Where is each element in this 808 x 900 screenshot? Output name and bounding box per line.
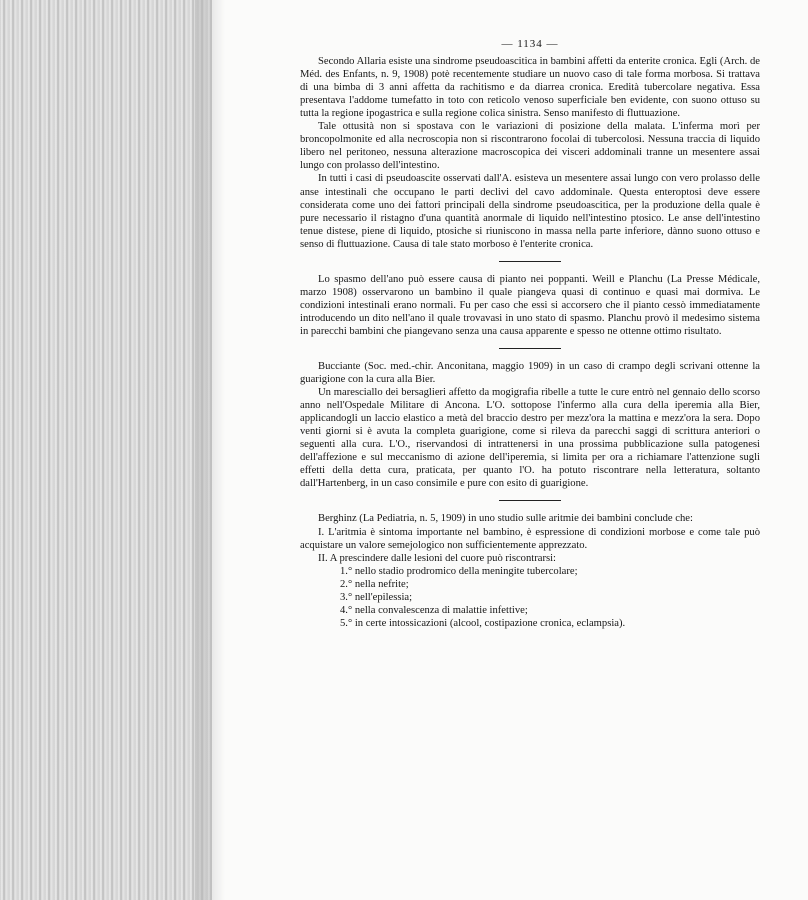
section-divider: [499, 500, 561, 501]
list-item: 1.° nello stadio prodromico della meningite tubercolare;: [340, 565, 578, 577]
conclusion-point: I. L'aritmia è sintoma importante nel bambino, è espressione di condizioni morbose e come tale può acquistare un valore semejologico non sufficientemente apprezzato.: [300, 526, 760, 551]
list-item: 2.° nella nefrite;: [340, 578, 409, 590]
section-allaria: [300, 55, 760, 251]
gutter-shadow: [195, 0, 225, 900]
arrhythmia-list: [300, 565, 760, 630]
paragraph: In tutti i casi di pseudoascite osservati dall'A. esisteva un mesentere assai lungo con vero prolasso delle anse intestinali che occupano le parti declivi del cavo addominale. Questa enteroptosi deve essere considerata come uno dei fattori principali della sindrome pseudoascitica, per la produzione della quale è pure necessario il ristagno d'una quantità anormale di liquido nell'intestino ptosico. Le anse dell'intestino tenue distese, piene di liquido, ptosiche si riuniscono in massa nella parte inferiore, dànno suono ottuso e senso di fluttuazione. Causa di tale stato morboso è l'enterite cronica.: [300, 173, 760, 250]
page-body: [300, 38, 760, 630]
list-item: 4.° nella convalescenza di malattie infettive;: [340, 604, 528, 616]
list-item: 3.° nell'epilessia;: [340, 591, 413, 603]
paragraph: Secondo Allaria esiste una sindrome pseudoascitica in bambini affetti da enterite cronica. Egli (Arch. de Méd. des Enfants, n. 9, 1908) potè recentemente studiare un nuovo caso di tale forma morbosa. Si trattava di una bimba di 3 anni affetta da rachitismo e da diarrea cronica. Eredità tubercolare negativa. Essa presentava l'addome tumefatto in toto con reticolo venoso superficiale ben evidente, con suono ottuso su tutta la regione ipogastrica e sulla regione colica sinistra. Senso manifesto di fluttuazione.: [300, 56, 760, 120]
section-berghinz: [300, 512, 760, 629]
paragraph: Tale ottusità non si spostava con le variazioni di posizione della malata. L'inferma morì per broncopolmonite ed alla necroscopia non si riscontrarono focolai di tubercolosi. Nessuna traccia di liquido libero nel peritoneo, nessuna alterazione macroscopica dei visceri addominali tranne un mesentere assai lungo con prolasso dell'intestino.: [300, 121, 760, 172]
paragraph: Bucciante (Soc. med.-chir. Anconitana, maggio 1909) in un caso di crampo degli scrivani ottenne la guarigione con la cura alla Bier.: [300, 360, 760, 386]
conclusion-point: II. A prescindere dalle lesioni del cuore può riscontrarsi:: [318, 552, 556, 564]
paragraph: Un maresciallo dei bersaglieri affetto da mogigrafia ribelle a tutte le cure entrò nel gennaio dello scorso anno nell'Ospedale Militare di Ancona. L'O. sottopose l'infermo alla cura della iperemia alla Bier, applicandogli un laccio elastico a metà del braccio destro per mezz'ora la mattina e mezz'ora la sera. Dopo venti giorni si è avuta la completa guarigione, come si rileva da parecchi saggi di scrittura anteriori o seguenti alla cura. L'O., riservandosi di intrattenersi in una prossima pubblicazione sulla patogenesi dell'affezione e sul meccanismo di azione dell'iperemia, si limita per ora a richiamare l'attenzione sugli effetti della detta cura, praticata, per quanto l'O. ha potuto riscontrare nella letteratura, soltanto dall'Hartenberg, in un caso consimile e pure con esito di guarigione.: [300, 387, 760, 490]
section-bucciante: [300, 360, 760, 490]
book-page-edge: [0, 0, 212, 900]
paragraph: Lo spasmo dell'ano può essere causa di pianto nei poppanti. Weill e Planchu (La Presse Médicale, marzo 1908) osservarono un bambino il quale piangeva quasi di continuo e quasi mai dormiva. Le condizioni intestinali erano normali. Fu per caso che essi si accorsero che il pianto cessò immediatamente introducendo un dito nell'ano il quale trovavasi in uno stato di spasmo. Planchu provò il medesimo sistema in parecchi bambini che piangevano senza una causa apparente e spesso ne ottenne ottimo risultato.: [300, 273, 760, 337]
page-number: — 1134 —: [501, 38, 559, 50]
section-spasmo: [300, 273, 760, 338]
section-divider: [499, 348, 561, 349]
list-item: 5.° in certe intossicazioni (alcool, costipazione cronica, eclampsia).: [340, 617, 626, 629]
section-divider: [499, 261, 561, 262]
paragraph: Berghinz (La Pediatria, n. 5, 1909) in uno studio sulle aritmie dei bambini conclude che:: [318, 513, 693, 525]
